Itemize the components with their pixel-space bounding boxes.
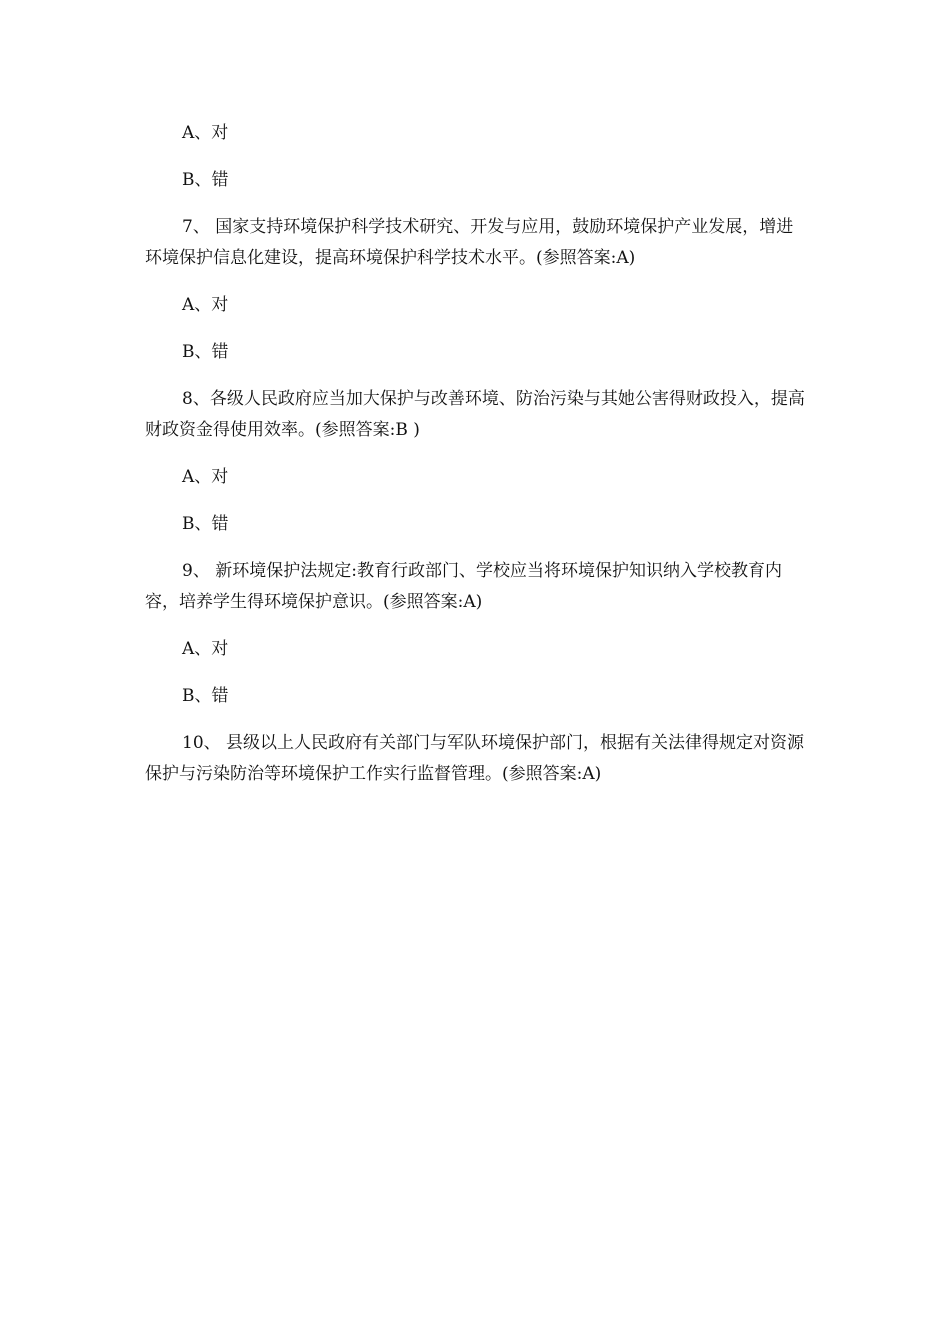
question-10: 10、 县级以上人民政府有关部门与军队环境保护部门，根据有关法律得规定对资源保护与污染防治等环境保护工作实行监督管理。(参照答案:A) [145, 733, 805, 784]
document-body [145, 118, 805, 790]
option-b: B、错 [182, 686, 229, 706]
option-b: B、错 [182, 514, 229, 534]
option-a: A、对 [182, 639, 229, 659]
option-a: A、对 [182, 295, 229, 315]
option-a: A、对 [182, 467, 229, 487]
question-7: 7、 国家支持环境保护科学技术研究、开发与应用，鼓励环境保护产业发展，增进环境保护信息化建设，提高环境保护科学技术水平。(参照答案:A) [145, 217, 794, 268]
question-9: 9、 新环境保护法规定:教育行政部门、学校应当将环境保护知识纳入学校教育内容，培养学生得环境保护意识。(参照答案:A) [145, 561, 782, 612]
option-b: B、错 [182, 342, 229, 362]
option-a: A、对 [182, 123, 229, 143]
question-8: 8、各级人民政府应当加大保护与改善环境、防治污染与其她公害得财政投入，提高财政资金得使用效率。(参照答案:B ) [145, 389, 805, 440]
option-b: B、错 [182, 170, 229, 190]
